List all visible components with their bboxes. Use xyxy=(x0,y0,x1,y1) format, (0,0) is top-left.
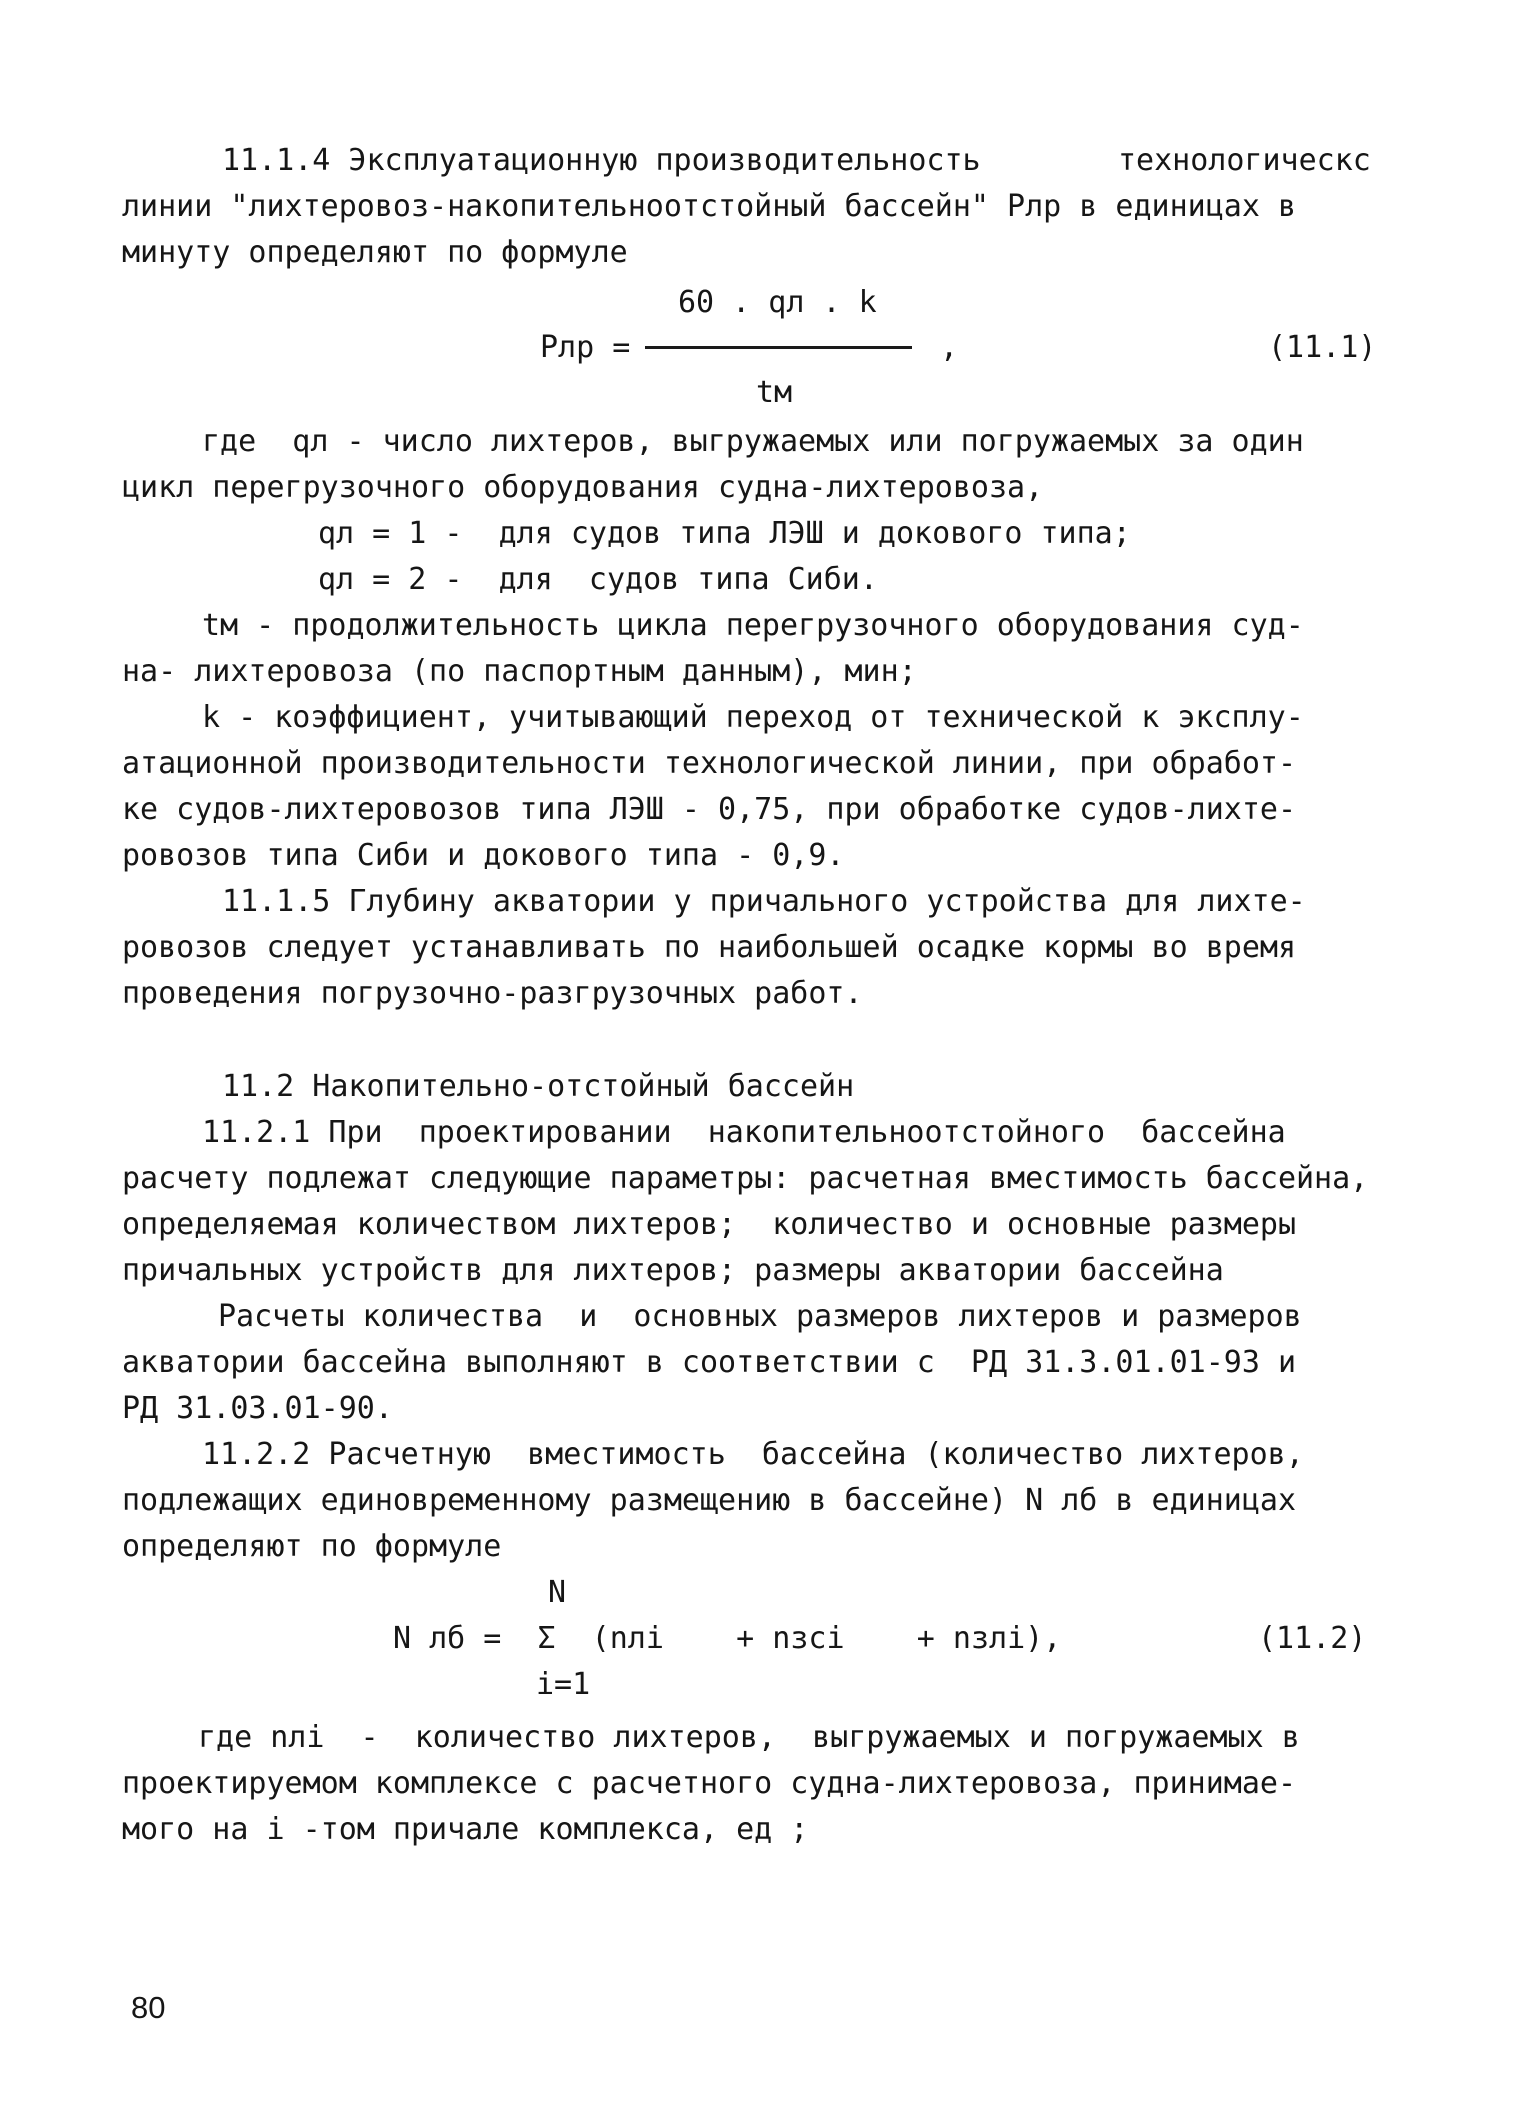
where-nli-line-3: мого на i -том причале комплекса, ед ; xyxy=(122,1812,809,1847)
where-line-1: где qл - число лихтеров, выгружаемых или погружаемых за один xyxy=(202,424,1304,459)
para-11-2-1-line-1: 11.2.1 При проектировании накопительноотстойного бассейна xyxy=(202,1115,1286,1150)
formula-11-1-comma: , xyxy=(940,330,959,365)
where-line-4: qл = 2 - для судов типа Сиби. xyxy=(318,562,878,597)
page-number: 80 xyxy=(131,1990,166,2025)
para-11-2-1-line-2: расчету подлежат следующие параметры: расчетная вместимость бассейна, xyxy=(122,1161,1369,1196)
calc-para-line-3: РД 31.03.01-90. xyxy=(122,1391,393,1426)
para-11-2-2-line-3: определяют по формуле xyxy=(122,1529,502,1564)
para-11-1-4-line-1b: технологическс xyxy=(1118,143,1371,178)
formula-11-2-body: N лб = Σ (nлi + nзсi + nзлi), xyxy=(393,1621,1062,1656)
k-def-line-3: ке судов-лихтеровозов типа ЛЭШ - 0,75, при обработке судов-лихте- xyxy=(122,792,1296,827)
k-def-line-4: ровозов типа Сиби и докового типа - 0,9. xyxy=(122,838,845,873)
para-11-1-5-line-1: 11.1.5 Глубину акватории у причального устройства для лихте- xyxy=(222,884,1306,919)
para-11-2-2-line-2: подлежащих единовременному размещению в бассейне) N лб в единицах xyxy=(122,1483,1296,1518)
formula-11-2-lower-limit: i=1 xyxy=(536,1667,591,1702)
para-11-1-5-line-3: проведения погрузочно-разгрузочных работ. xyxy=(122,976,863,1011)
formula-11-2-upper-limit: N xyxy=(548,1575,567,1610)
section-heading-11-2: 11.2 Накопительно-отстойный бассейн xyxy=(222,1069,855,1104)
para-11-2-2-line-1: 11.2.2 Расчетную вместимость бассейна (количество лихтеров, xyxy=(202,1437,1304,1472)
formula-11-1-lhs: Рлр = xyxy=(540,330,631,365)
para-11-2-1-line-3: определяемая количеством лихтеров; количество и основные размеры xyxy=(122,1207,1296,1242)
formula-11-2-number: (11.2) xyxy=(1258,1621,1367,1656)
calc-para-line-1: Расчеты количества и основных размеров лихтеров и размеров xyxy=(218,1299,1302,1334)
formula-11-1-fraction-bar xyxy=(645,346,912,349)
tm-def-line-1: tм - продолжительность цикла перегрузочного оборудования суд- xyxy=(202,608,1304,643)
where-nli-line-1: где nлi - количество лихтеров, выгружаемых и погружаемых в xyxy=(198,1720,1300,1755)
para-11-1-4-line-1a: 11.1.4 Эксплуатационную производительность xyxy=(222,143,981,178)
para-11-1-4-line-2: линии "лихтеровоз-накопительноотстойный бассейн" Рлр в единицах в xyxy=(122,189,1296,224)
where-line-3: qл = 1 - для судов типа ЛЭШ и докового типа; xyxy=(318,516,1131,551)
where-nli-line-2: проектируемом комплексе с расчетного судна-лихтеровоза, принимае- xyxy=(122,1766,1296,1801)
formula-11-1-number: (11.1) xyxy=(1268,330,1377,365)
para-11-2-1-line-4: причальных устройств для лихтеров; размеры акватории бассейна xyxy=(122,1253,1224,1288)
formula-11-1-numerator: 60 . qл . k xyxy=(678,285,877,320)
para-11-1-4-line-3: минуту определяют по формуле xyxy=(122,235,628,270)
formula-11-1-denominator: tм xyxy=(756,375,793,410)
calc-para-line-2: акватории бассейна выполняют в соответствии с РД 31.3.01.01-93 и xyxy=(122,1345,1296,1380)
where-line-2: цикл перегрузочного оборудования судна-лихтеровоза, xyxy=(122,470,1044,505)
tm-def-line-2: на- лихтеровоза (по паспортным данным), мин; xyxy=(122,654,917,689)
k-def-line-2: атационной производительности технологической линии, при обработ- xyxy=(122,746,1296,781)
k-def-line-1: k - коэффициент, учитывающий переход от технической к эксплу- xyxy=(202,700,1304,735)
para-11-1-5-line-2: ровозов следует устанавливать по наибольшей осадке кормы во время xyxy=(122,930,1296,965)
